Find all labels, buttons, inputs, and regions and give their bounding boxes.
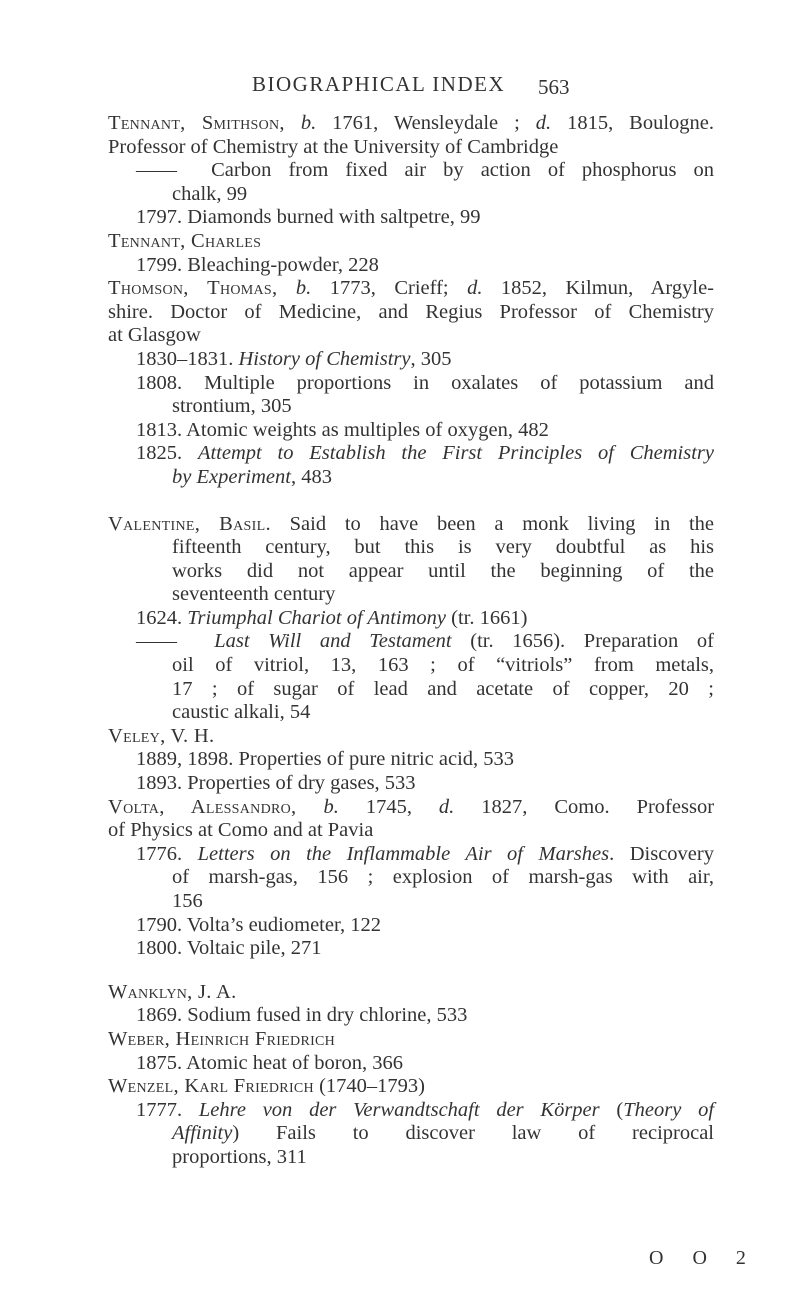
entry-line: Professor of Chemistry at the University of Cambridge bbox=[108, 135, 559, 158]
entry-line: 1624. Triumphal Chariot of Antimony (tr. 1661) bbox=[136, 606, 528, 629]
entry-line: Affinity) Fails to discover law of reciprocal bbox=[172, 1122, 714, 1145]
entry-line: 1813. Atomic weights as multiples of oxygen, 482 bbox=[136, 418, 549, 441]
entry-line: 1799. Bleaching-powder, 228 bbox=[136, 253, 379, 276]
entry-line: Thomson, Thomas, b. 1773, Crieff; d. 1852, Kilmun, Argyle- bbox=[108, 277, 714, 300]
entry-line: 1777. Lehre von der Verwandtschaft der Körper (Theory of bbox=[136, 1098, 715, 1121]
entry-line: works did not appear until the beginning of the bbox=[172, 559, 714, 582]
entry-line: 156 bbox=[172, 890, 203, 912]
entry-line: Wenzel, Karl Friedrich (1740–1793) bbox=[108, 1075, 425, 1098]
entry-line: 1893. Properties of dry gases, 533 bbox=[136, 772, 416, 795]
signature-mark: O O 2 bbox=[649, 1247, 758, 1269]
entry-line: proportions, 311 bbox=[172, 1145, 307, 1168]
index-entry bbox=[108, 112, 714, 230]
entry-line: 1808. Multiple proportions in oxalates of potassium and bbox=[136, 371, 714, 394]
entry-line: Tennant, Charles bbox=[108, 229, 262, 252]
entry-line: Tennant, Smithson, b. 1761, Wensleydale ; d. 1815, Boulogne. bbox=[108, 112, 715, 134]
index-entry bbox=[108, 1075, 714, 1169]
entry-gap bbox=[108, 961, 714, 981]
entry-line: 1800. Voltaic pile, 271 bbox=[136, 937, 322, 960]
page-number: 563 bbox=[538, 75, 570, 99]
index-entry bbox=[108, 796, 714, 961]
index-entry bbox=[108, 1028, 714, 1075]
entry-line: 1797. Diamonds burned with saltpetre, 99 bbox=[136, 206, 481, 229]
index-entry bbox=[108, 513, 714, 725]
entry-line: fifteenth century, but this is very doubtful as his bbox=[172, 536, 714, 559]
entry-line: by Experiment, 483 bbox=[172, 465, 332, 488]
entry-line: 1869. Sodium fused in dry chlorine, 533 bbox=[136, 1004, 468, 1027]
entry-line: 1776. Letters on the Inflammable Air of Marshes. Discovery bbox=[136, 842, 714, 865]
entry-line: —— Carbon from fixed air by action of phosphorus on bbox=[136, 159, 714, 182]
index-entry bbox=[108, 277, 714, 489]
entry-line: oil of vitriol, 13, 163 ; of “vitriols” from metals, bbox=[172, 654, 714, 677]
entry-line: of Physics at Como and at Pavia bbox=[108, 819, 374, 842]
page-header bbox=[0, 72, 800, 102]
entry-line: Veley, V. H. bbox=[108, 724, 215, 747]
entry-line: chalk, 99 bbox=[172, 182, 248, 205]
entry-line: 1830–1831. History of Chemistry, 305 bbox=[136, 347, 452, 370]
index-entries bbox=[108, 112, 714, 1170]
entry-line: 1825. Attempt to Establish the First Principles of Chemistry bbox=[136, 442, 714, 465]
entry-line: of marsh-gas, 156 ; explosion of marsh-gas with air, bbox=[172, 866, 714, 889]
entry-line: seventeenth century bbox=[172, 583, 336, 606]
index-entry bbox=[108, 981, 714, 1028]
entry-line: 1790. Volta’s eudiometer, 122 bbox=[136, 913, 381, 936]
entry-line: caustic alkali, 54 bbox=[172, 701, 311, 724]
index-entry bbox=[108, 725, 714, 796]
entry-line: 1889, 1898. Properties of pure nitric acid, 533 bbox=[136, 748, 515, 771]
entry-line: 1875. Atomic heat of boron, 366 bbox=[136, 1051, 404, 1074]
entry-line: Valentine, Basil. Said to have been a monk living in the bbox=[108, 512, 714, 535]
entry-line: shire. Doctor of Medicine, and Regius Professor of Chemistry bbox=[108, 300, 714, 323]
running-title: BIOGRAPHICAL INDEX bbox=[252, 72, 506, 96]
entry-gap bbox=[108, 490, 714, 513]
entry-line: Volta, Alessandro, b. 1745, d. 1827, Como. Professor bbox=[108, 795, 715, 818]
entry-line: at Glasgow bbox=[108, 324, 201, 347]
index-entry bbox=[108, 230, 714, 277]
entry-line: —— Last Will and Testament (tr. 1656). Preparation of bbox=[136, 630, 714, 653]
entry-line: 17 ; of sugar of lead and acetate of copper, 20 ; bbox=[172, 677, 714, 700]
entry-line: Wanklyn, J. A. bbox=[108, 980, 237, 1003]
entry-line: Weber, Heinrich Friedrich bbox=[108, 1027, 336, 1050]
entry-line: strontium, 305 bbox=[172, 395, 292, 418]
